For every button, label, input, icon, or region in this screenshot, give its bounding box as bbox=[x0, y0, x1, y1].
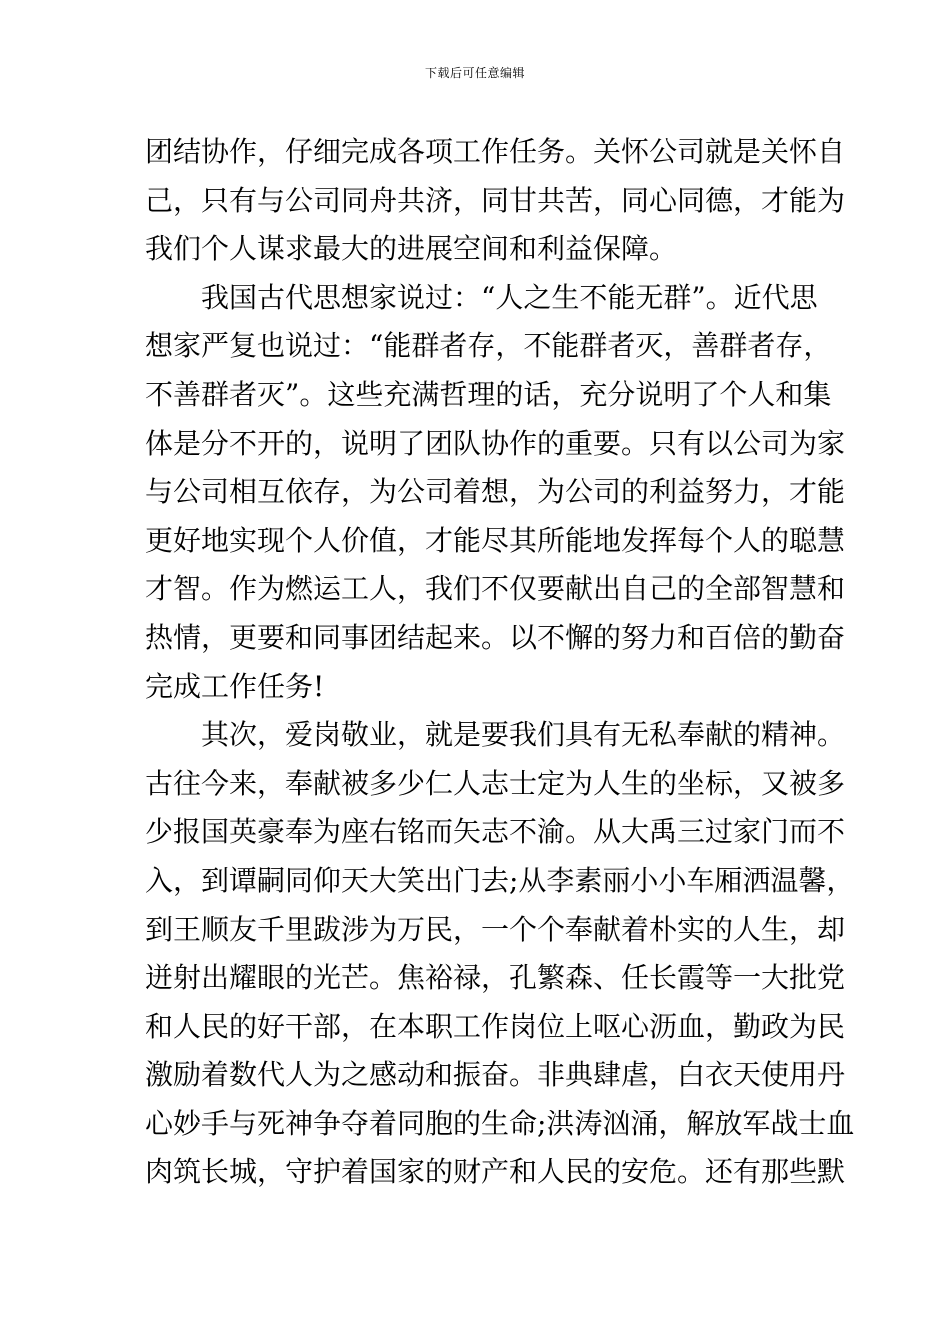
text-line: 完成工作任务! bbox=[145, 669, 325, 703]
text-line: 激励着数代人为之感动和振奋。非典肆虐，白衣天使用丹 bbox=[145, 1058, 846, 1092]
body-text bbox=[145, 128, 855, 1197]
header-note: 下载后可任意编辑 bbox=[424, 66, 525, 80]
text-line: 入，到谭嗣同仰天大笑出门去;从李素丽小小车厢洒温馨， bbox=[145, 863, 855, 897]
text-line: 想家严复也说过：“能群者存，不能群者灭，善群者存， bbox=[145, 329, 832, 363]
text-line: 才智。作为燃运工人，我们不仅要献出自己的全部智慧和 bbox=[145, 572, 846, 606]
text-line: 我们个人谋求最大的进展空间和利益保障。 bbox=[145, 232, 678, 266]
text-line: 更好地实现个人价值，才能尽其所能地发挥每个人的聪慧 bbox=[145, 523, 846, 557]
text-line: 不善群者灭”。这些充满哲理的话，充分说明了个人和集 bbox=[145, 377, 832, 411]
text-line: 少报国英豪奉为座右铭而矢志不渝。从大禹三过家门而不 bbox=[145, 815, 846, 849]
text-line: 体是分不开的，说明了团队协作的重要。只有以公司为家 bbox=[145, 426, 846, 460]
text-line: 和人民的好干部，在本职工作岗位上呕心沥血，勤政为民 bbox=[145, 1009, 846, 1043]
paragraph-first-line: 其次，爱岗敬业，就是要我们具有无私奉献的精神。 bbox=[201, 718, 846, 752]
text-line: 迸射出耀眼的光芒。焦裕禄，孔繁森、任长霞等一大批党 bbox=[145, 961, 846, 995]
text-line: 肉筑长城，守护着国家的财产和人民的安危。还有那些默 bbox=[145, 1155, 846, 1189]
text-line: 团结协作，仔细完成各项工作任务。关怀公司就是关怀自 bbox=[145, 135, 846, 168]
text-line: 到王顺友千里跋涉为万民，一个个奉献着朴实的人生，却 bbox=[145, 912, 846, 946]
text-line: 与公司相互依存，为公司着想，为公司的利益努力，才能 bbox=[145, 475, 846, 509]
text-line: 热情，更要和同事团结起来。以不懈的努力和百倍的勤奋 bbox=[145, 620, 846, 654]
text-line: 心妙手与死神争夺着同胞的生命;洪涛汹涌，解放军战士血 bbox=[145, 1106, 855, 1140]
paragraph-first-line: 我国古代思想家说过：“人之生不能无群”。近代思 bbox=[201, 280, 818, 314]
text-line: 己，只有与公司同舟共济，同甘共苦，同心同德，才能为 bbox=[145, 183, 846, 217]
text-line: 古往今来，奉献被多少仁人志士定为人生的坐标，又被多 bbox=[145, 766, 846, 800]
